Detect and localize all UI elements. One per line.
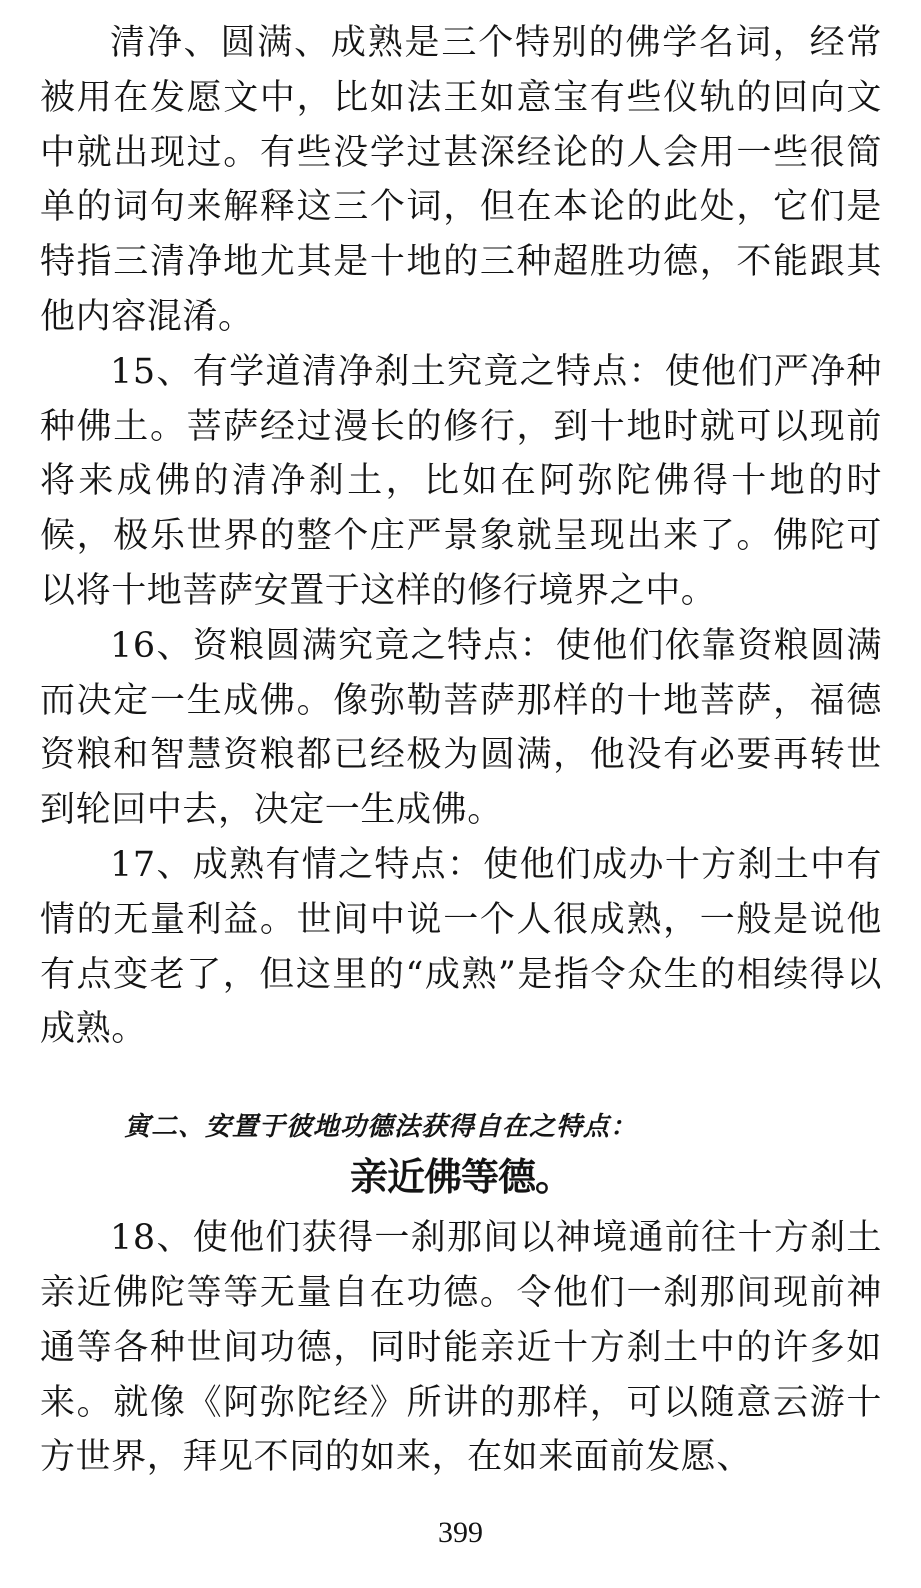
page-number: 399 — [438, 1516, 483, 1549]
paragraph-point-18: 18、使他们获得一刹那间以神境通前往十方刹土亲近佛陀等等无量自在功德。令他们一刹那间现前神通等各种世间功德，同时能亲近十方刹土中的许多如来。就像《阿弥陀经》所讲的那样，可以随意云游十方世界，拜见不同的如来，在如来面前发愿、 — [40, 1218, 882, 1478]
section-verse: 亲近佛等德。 — [349, 1155, 572, 1200]
paragraph-three-qualities: 清净、圆满、成熟是三个特别的佛学名词，经常被用在发愿文中，比如法王如意宝有些仪轨的回向文中就出现过。有些没学过甚深经论的人会用一些很简单的词句来解释这三个词，但在本论的此处，它们是特指三清净地尤其是十地的三种超胜功德，不能跟其他内容混淆。 — [40, 23, 882, 337]
paragraph-point-17: 17、成熟有情之特点：使他们成办十方刹土中有情的无量利益。世间中说一个人很成熟，一般是说他有点变老了，但这里的“成熟”是指令众生的相续得以成熟。 — [40, 844, 882, 1050]
section-heading: 寅二、安置于彼地功德法获得自在之特点： — [124, 1112, 638, 1143]
book-page — [40, 16, 882, 1485]
section-heading-block — [40, 1107, 882, 1203]
paragraph-point-15: 15、有学道清净刹土究竟之特点：使他们严净种种佛土。菩萨经过漫长的修行，到十地时就可以现前将来成佛的清净刹土，比如在阿弥陀佛得十地的时候，极乐世界的整个庄严景象就呈现出来了。佛陀可以将十地菩萨安置于这样的修行境界之中。 — [40, 351, 882, 611]
paragraph-point-16: 16、资粮圆满究竟之特点：使他们依靠资粮圆满而决定一生成佛。像弥勒菩萨那样的十地菩萨，福德资粮和智慧资粮都已经极为圆满，他没有必要再转世到轮回中去，决定一生成佛。 — [40, 625, 882, 831]
